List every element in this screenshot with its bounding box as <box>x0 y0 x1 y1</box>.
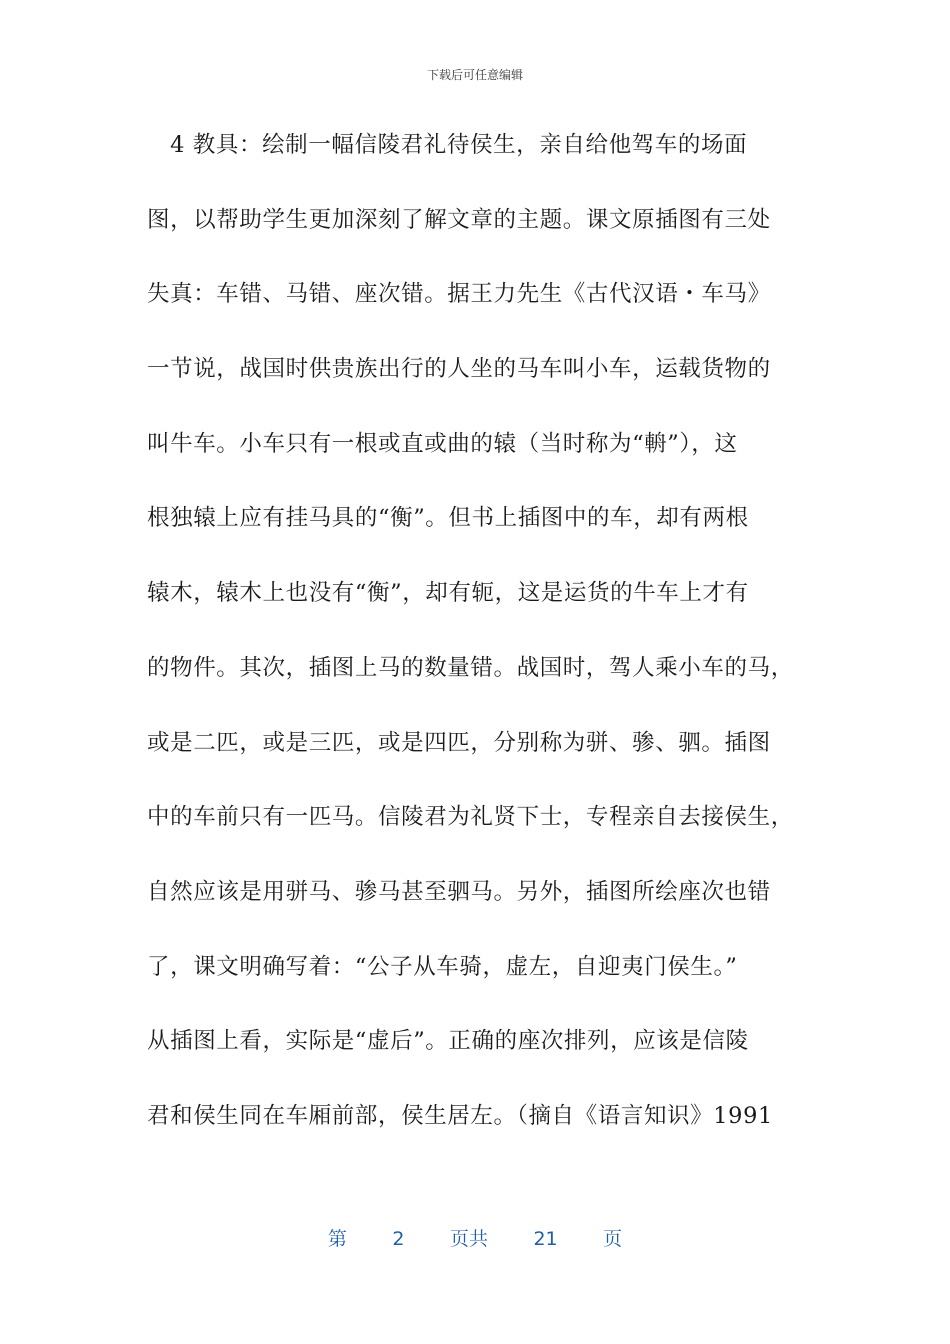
text-line: 自然应该是用骈马、骖马甚至驷马。另外，插图所绘座次也错 <box>147 878 771 905</box>
text-line: 君和侯生同在车厢前部，侯生居左。（摘自《语言知识》1991 <box>147 1102 773 1129</box>
document-body <box>147 122 803 1168</box>
page-header: 下载后可任意编辑 <box>426 68 523 82</box>
text-line: 一节说，战国时供贵族出行的人坐的马车叫小车，运载货物的 <box>147 356 771 383</box>
page-total: 21 <box>533 1228 558 1250</box>
text-line: 4 教具：绘制一幅信陵君礼待侯生，亲自给他驾车的场面 <box>147 132 748 158</box>
text-line: 图，以帮助学生更加深刻了解文章的主题。课文原插图有三处 <box>147 206 771 233</box>
page-number: 2 <box>392 1228 405 1250</box>
text-line: 的物件。其次，插图上马的数量错。战国时，驾人乘小车的马， <box>147 654 794 681</box>
page-footer <box>0 1224 950 1251</box>
text-line: 或是二匹，或是三匹，或是四匹，分别称为骈、骖、驷。插图 <box>147 729 771 756</box>
text-line: 叫牛车。小车只有一根或直或曲的辕（当时称为“輈”），这 <box>147 430 738 457</box>
text-line: 从插图上看，实际是“虚后”。正确的座次排列，应该是信陵 <box>147 1028 749 1055</box>
text-line: 失真：车错、马错、座次错。据王力先生《古代汉语・车马》 <box>147 281 771 308</box>
text-line: 根独辕上应有挂马具的“衡”。但书上插图中的车，却有两根 <box>147 505 749 532</box>
footer-suffix: 页 <box>603 1228 623 1250</box>
footer-middle: 页共 <box>449 1228 488 1250</box>
text-line: 辕木，辕木上也没有“衡”，却有轭，这是运货的牛车上才有 <box>147 580 749 607</box>
footer-prefix: 第 <box>327 1228 347 1250</box>
text-line: 中的车前只有一匹马。信陵君为礼贤下士，专程亲自去接侯生， <box>147 804 794 831</box>
text-line: 了，课文明确写着：“公子从车骑，虚左，自迎夷门侯生。” <box>147 953 738 980</box>
